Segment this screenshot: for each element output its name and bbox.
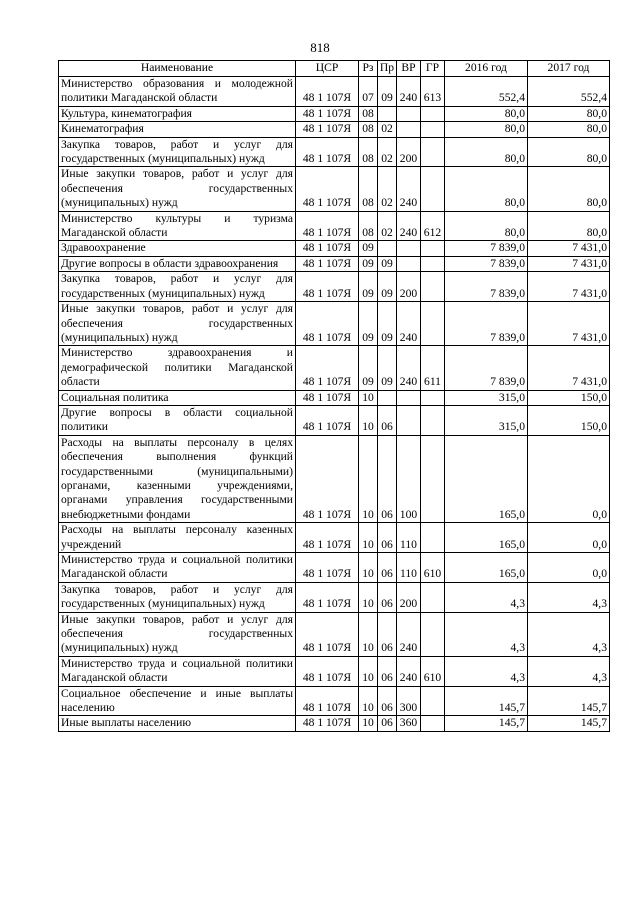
cell-csr: 48 1 107Я <box>296 582 359 612</box>
cell-vr <box>397 256 421 271</box>
cell-2016: 80,0 <box>445 167 528 211</box>
cell-gr <box>421 256 445 271</box>
cell-2017: 7 431,0 <box>528 272 610 302</box>
cell-gr <box>421 302 445 346</box>
cell-vr: 240 <box>397 77 421 107</box>
cell-gr: 613 <box>421 77 445 107</box>
cell-vr: 200 <box>397 137 421 167</box>
cell-2016: 7 839,0 <box>445 256 528 271</box>
cell-2016: 4,3 <box>445 582 528 612</box>
cell-name: Министерство здравоохранения и демографической политики Магаданской области <box>59 346 296 390</box>
cell-2017: 7 431,0 <box>528 241 610 256</box>
cell-rz: 10 <box>359 686 378 716</box>
cell-pr: 09 <box>378 256 397 271</box>
cell-rz: 10 <box>359 553 378 583</box>
cell-rz: 10 <box>359 523 378 553</box>
cell-2016: 165,0 <box>445 523 528 553</box>
table-row <box>59 302 610 346</box>
cell-pr <box>378 390 397 405</box>
column-header-pr: Пр <box>378 61 397 77</box>
cell-pr: 06 <box>378 656 397 686</box>
cell-name: Социальная политика <box>59 390 296 405</box>
cell-vr: 240 <box>397 346 421 390</box>
cell-rz: 08 <box>359 137 378 167</box>
cell-pr: 06 <box>378 716 397 731</box>
page-number: 818 <box>310 40 330 55</box>
cell-2016: 145,7 <box>445 686 528 716</box>
cell-csr: 48 1 107Я <box>296 137 359 167</box>
cell-name: Другие вопросы в области здравоохранения <box>59 256 296 271</box>
cell-rz: 08 <box>359 211 378 241</box>
column-header-gr: ГР <box>421 61 445 77</box>
cell-2016: 7 839,0 <box>445 346 528 390</box>
cell-2017: 80,0 <box>528 167 610 211</box>
table-row <box>59 167 610 211</box>
cell-pr: 06 <box>378 553 397 583</box>
cell-pr: 06 <box>378 523 397 553</box>
cell-2016: 80,0 <box>445 106 528 121</box>
cell-name: Кинематография <box>59 122 296 137</box>
cell-gr <box>421 241 445 256</box>
table-row <box>59 435 610 522</box>
cell-csr: 48 1 107Я <box>296 256 359 271</box>
cell-2017: 80,0 <box>528 122 610 137</box>
cell-name: Иные закупки товаров, работ и услуг для обеспечения государственных (муниципальных) нужд <box>59 302 296 346</box>
table-row <box>59 405 610 435</box>
cell-vr: 360 <box>397 716 421 731</box>
table-body <box>59 77 610 732</box>
cell-2017: 7 431,0 <box>528 302 610 346</box>
cell-2017: 80,0 <box>528 211 610 241</box>
cell-rz: 08 <box>359 167 378 211</box>
cell-csr: 48 1 107Я <box>296 272 359 302</box>
cell-csr: 48 1 107Я <box>296 346 359 390</box>
cell-rz: 10 <box>359 582 378 612</box>
cell-pr: 06 <box>378 612 397 656</box>
cell-csr: 48 1 107Я <box>296 612 359 656</box>
cell-name: Расходы на выплаты персоналу казенных учреждений <box>59 523 296 553</box>
cell-gr <box>421 272 445 302</box>
cell-csr: 48 1 107Я <box>296 211 359 241</box>
cell-vr: 200 <box>397 272 421 302</box>
cell-name: Иные закупки товаров, работ и услуг для обеспечения государственных (муниципальных) нужд <box>59 167 296 211</box>
cell-csr: 48 1 107Я <box>296 656 359 686</box>
cell-2016: 80,0 <box>445 211 528 241</box>
table-row <box>59 211 610 241</box>
table-row <box>59 137 610 167</box>
cell-gr <box>421 122 445 137</box>
table-row <box>59 523 610 553</box>
cell-2016: 552,4 <box>445 77 528 107</box>
table-row <box>59 241 610 256</box>
column-header-rz: Рз <box>359 61 378 77</box>
cell-2016: 315,0 <box>445 390 528 405</box>
cell-gr: 610 <box>421 553 445 583</box>
cell-2016: 80,0 <box>445 122 528 137</box>
cell-gr: 611 <box>421 346 445 390</box>
cell-name: Закупка товаров, работ и услуг для государственных (муниципальных) нужд <box>59 272 296 302</box>
table-row <box>59 716 610 731</box>
cell-2017: 80,0 <box>528 106 610 121</box>
budget-table <box>58 60 610 732</box>
cell-pr: 02 <box>378 137 397 167</box>
cell-name: Министерство труда и социальной политики Магаданской области <box>59 656 296 686</box>
cell-rz: 07 <box>359 77 378 107</box>
cell-vr: 110 <box>397 523 421 553</box>
cell-gr <box>421 686 445 716</box>
cell-rz: 10 <box>359 405 378 435</box>
cell-name: Иные выплаты населению <box>59 716 296 731</box>
table-row <box>59 582 610 612</box>
cell-2017: 80,0 <box>528 137 610 167</box>
cell-2017: 150,0 <box>528 405 610 435</box>
cell-csr: 48 1 107Я <box>296 523 359 553</box>
cell-gr <box>421 435 445 522</box>
cell-pr: 06 <box>378 582 397 612</box>
cell-gr <box>421 716 445 731</box>
cell-rz: 09 <box>359 272 378 302</box>
cell-rz: 08 <box>359 122 378 137</box>
cell-csr: 48 1 107Я <box>296 716 359 731</box>
cell-csr: 48 1 107Я <box>296 77 359 107</box>
cell-gr <box>421 523 445 553</box>
cell-name: Закупка товаров, работ и услуг для государственных (муниципальных) нужд <box>59 137 296 167</box>
cell-vr <box>397 405 421 435</box>
cell-name: Министерство культуры и туризма Магаданской области <box>59 211 296 241</box>
table-row <box>59 553 610 583</box>
cell-pr: 09 <box>378 272 397 302</box>
table-row <box>59 272 610 302</box>
cell-name: Здравоохранение <box>59 241 296 256</box>
cell-2017: 0,0 <box>528 553 610 583</box>
cell-2017: 0,0 <box>528 435 610 522</box>
table-row <box>59 122 610 137</box>
cell-pr: 02 <box>378 122 397 137</box>
cell-name: Иные закупки товаров, работ и услуг для обеспечения государственных (муниципальных) нужд <box>59 612 296 656</box>
table-row <box>59 106 610 121</box>
cell-vr <box>397 390 421 405</box>
cell-rz: 09 <box>359 241 378 256</box>
cell-gr <box>421 582 445 612</box>
cell-pr: 09 <box>378 346 397 390</box>
cell-rz: 10 <box>359 435 378 522</box>
cell-pr: 09 <box>378 77 397 107</box>
cell-name: Социальное обеспечение и иные выплаты населению <box>59 686 296 716</box>
cell-vr: 240 <box>397 612 421 656</box>
cell-name: Министерство образования и молодежной политики Магаданской области <box>59 77 296 107</box>
cell-vr: 200 <box>397 582 421 612</box>
cell-2016: 315,0 <box>445 405 528 435</box>
cell-vr: 100 <box>397 435 421 522</box>
cell-name: Министерство труда и социальной политики Магаданской области <box>59 553 296 583</box>
cell-2017: 7 431,0 <box>528 256 610 271</box>
cell-2017: 145,7 <box>528 716 610 731</box>
cell-rz: 09 <box>359 346 378 390</box>
cell-gr <box>421 137 445 167</box>
cell-2016: 165,0 <box>445 435 528 522</box>
cell-2016: 7 839,0 <box>445 302 528 346</box>
cell-pr: 06 <box>378 405 397 435</box>
cell-vr: 240 <box>397 211 421 241</box>
cell-name: Закупка товаров, работ и услуг для государственных (муниципальных) нужд <box>59 582 296 612</box>
cell-pr <box>378 241 397 256</box>
cell-2016: 4,3 <box>445 612 528 656</box>
cell-2017: 4,3 <box>528 656 610 686</box>
cell-gr <box>421 106 445 121</box>
cell-gr <box>421 390 445 405</box>
cell-rz: 10 <box>359 390 378 405</box>
cell-vr: 240 <box>397 302 421 346</box>
cell-gr <box>421 612 445 656</box>
cell-2016: 80,0 <box>445 137 528 167</box>
cell-2016: 7 839,0 <box>445 241 528 256</box>
cell-vr <box>397 241 421 256</box>
cell-rz: 10 <box>359 716 378 731</box>
cell-csr: 48 1 107Я <box>296 106 359 121</box>
table-row <box>59 256 610 271</box>
cell-vr <box>397 106 421 121</box>
table-row <box>59 686 610 716</box>
cell-rz: 10 <box>359 656 378 686</box>
cell-2016: 165,0 <box>445 553 528 583</box>
cell-rz: 08 <box>359 106 378 121</box>
cell-rz: 09 <box>359 302 378 346</box>
cell-gr: 610 <box>421 656 445 686</box>
cell-csr: 48 1 107Я <box>296 390 359 405</box>
cell-pr: 02 <box>378 167 397 211</box>
cell-csr: 48 1 107Я <box>296 405 359 435</box>
cell-2017: 552,4 <box>528 77 610 107</box>
cell-csr: 48 1 107Я <box>296 167 359 211</box>
table-row <box>59 390 610 405</box>
cell-name: Культура, кинематография <box>59 106 296 121</box>
table-row <box>59 77 610 107</box>
column-header-2016: 2016 год <box>445 61 528 77</box>
column-header-vr: ВР <box>397 61 421 77</box>
cell-2016: 4,3 <box>445 656 528 686</box>
cell-pr <box>378 106 397 121</box>
cell-vr: 240 <box>397 656 421 686</box>
cell-csr: 48 1 107Я <box>296 302 359 346</box>
cell-vr: 110 <box>397 553 421 583</box>
cell-gr: 612 <box>421 211 445 241</box>
cell-pr: 09 <box>378 302 397 346</box>
cell-2016: 7 839,0 <box>445 272 528 302</box>
cell-vr: 240 <box>397 167 421 211</box>
cell-2017: 150,0 <box>528 390 610 405</box>
cell-gr <box>421 405 445 435</box>
cell-2017: 4,3 <box>528 582 610 612</box>
cell-csr: 48 1 107Я <box>296 435 359 522</box>
cell-csr: 48 1 107Я <box>296 553 359 583</box>
cell-2017: 145,7 <box>528 686 610 716</box>
table-row <box>59 346 610 390</box>
cell-name: Другие вопросы в области социальной политики <box>59 405 296 435</box>
table-row <box>59 656 610 686</box>
cell-pr: 06 <box>378 435 397 522</box>
table-row <box>59 612 610 656</box>
cell-2017: 7 431,0 <box>528 346 610 390</box>
cell-pr: 02 <box>378 211 397 241</box>
column-header-2017: 2017 год <box>528 61 610 77</box>
column-header-name: Наименование <box>59 61 296 77</box>
table-header-row <box>59 61 610 77</box>
cell-rz: 09 <box>359 256 378 271</box>
cell-rz: 10 <box>359 612 378 656</box>
cell-2017: 4,3 <box>528 612 610 656</box>
cell-name: Расходы на выплаты персоналу в целях обеспечения выполнения функций государственными (муниципальными) органами, казенными учреждениями, органами управления государственными внебюджетными фондами <box>59 435 296 522</box>
cell-csr: 48 1 107Я <box>296 241 359 256</box>
cell-2016: 145,7 <box>445 716 528 731</box>
cell-csr: 48 1 107Я <box>296 686 359 716</box>
cell-csr: 48 1 107Я <box>296 122 359 137</box>
cell-2017: 0,0 <box>528 523 610 553</box>
column-header-csr: ЦСР <box>296 61 359 77</box>
cell-gr <box>421 167 445 211</box>
cell-vr: 300 <box>397 686 421 716</box>
cell-vr <box>397 122 421 137</box>
cell-pr: 06 <box>378 686 397 716</box>
